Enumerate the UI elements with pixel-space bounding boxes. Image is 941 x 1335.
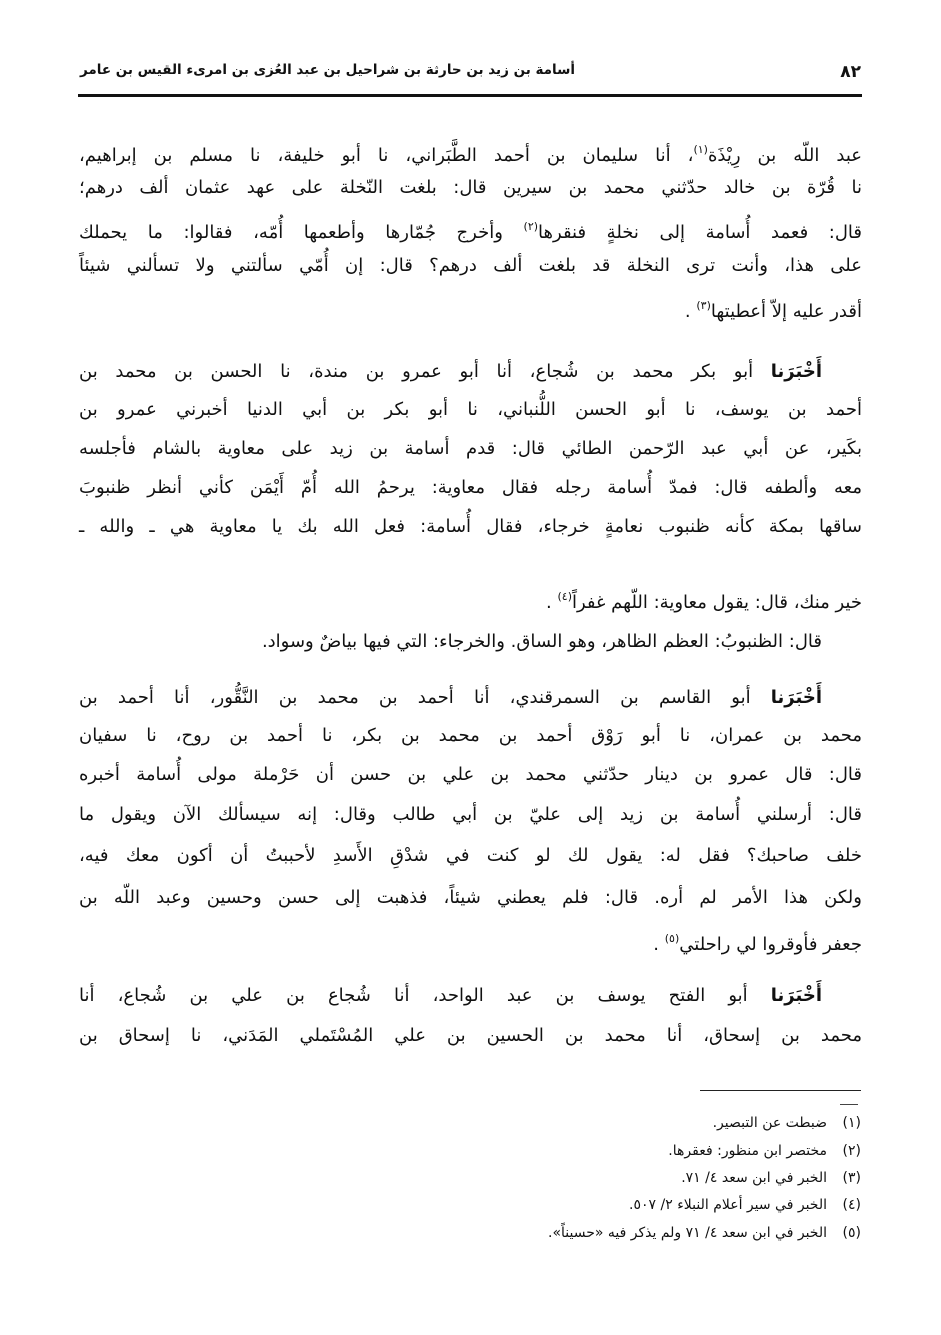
text: .: [684, 301, 697, 322]
text-line: [79, 761, 862, 789]
footnote-ref[interactable]: (٣): [696, 299, 711, 312]
text-line: [79, 801, 862, 829]
text: ، أنا سليمان بن أحمد الطَّبَراني، نا أبو خليفة، نا مسلم بن إبراهيم،: [79, 145, 694, 166]
text: محمد بن إسحاق، أنا محمد بن الحسين بن علي المُسْتَملي المَدَني، نا إسحاق بن: [79, 1025, 862, 1046]
text-line: [79, 136, 862, 164]
running-title: أسامة بن زيد بن حارثة بن شراحيل بن عبد العُزى بن امرىء القيس بن عامر: [80, 62, 576, 78]
text: أبو القاسم بن السمرقندي، أنا أحمد بن محمد بن النَّقُّور، أنا أحمد بن: [79, 687, 771, 708]
text-line: [79, 583, 862, 611]
text: خير منك، قال: يقول معاوية: اللّهم غفراً: [572, 592, 862, 613]
text: أبو بكر محمد بن شُجاع، أنا أبو عمرو بن مندة، نا الحسن بن محمد بن: [79, 361, 771, 382]
text-line: [79, 174, 862, 202]
footnote: [341, 1140, 861, 1162]
text: .: [546, 592, 558, 613]
text-line: [79, 684, 822, 712]
text: أبو الفتح يوسف بن عبد الواحد، أنا شُجاع بن علي بن شُجاع، أنا: [79, 985, 771, 1006]
text-line: [79, 1022, 862, 1050]
text: ساقها بمكة كأنه ظنبوب نعامةٍ خرجاء، فقال أُسامة: فعل الله بك يا معاوية هي ـ والله ـ: [79, 516, 862, 537]
footnote-ref[interactable]: (٥): [664, 932, 680, 945]
footnote: [341, 1112, 861, 1134]
text-line: [79, 213, 862, 241]
footnote-text: الخبر في ابن سعد ٤/ ٧١.: [681, 1170, 827, 1186]
akhbarana-keyword: أَخْبَرَنا: [770, 361, 822, 382]
footnote-text: مختصر ابن منظور: فعقرها.: [668, 1143, 827, 1159]
footnote-number: (٢): [842, 1143, 861, 1159]
page-number: ٨٢: [840, 62, 861, 82]
footnote-ref[interactable]: (٤): [557, 590, 572, 603]
text: قال: الظنبوبُ: العظم الظاهر، وهو الساق. والخرجاء: التي فيها بياضٌ وسواد.: [261, 631, 822, 652]
footnote-number: (٣): [842, 1170, 861, 1186]
text-line: [79, 292, 862, 320]
text: نا قُرّة بن خالد حدّثني محمد بن سيرين قال: بلغت النّخلة على عهد عثمان ألف درهم؛: [79, 177, 862, 198]
text: عبد اللّه بن رِيْذَة: [707, 145, 862, 166]
text-line: [79, 474, 862, 502]
text-line: [79, 396, 862, 424]
text-line: [79, 982, 822, 1010]
text-line: [79, 925, 862, 953]
text: خلف صاحبك؟ فقل له: يقول لك لو كنت في شدْقِ الأَسدِ لأحببتُ أن أكون معك فيه،: [79, 845, 862, 866]
text: قال: أرسلني أُسامة بن زيد إلى عليّ بن أبي طالب وقال: إنه سيسألك الآن ويقول ما: [79, 804, 862, 825]
footnote-ref[interactable]: (١): [693, 143, 708, 156]
text-line: [79, 722, 862, 750]
akhbarana-keyword: أَخْبَرَنا: [770, 985, 822, 1006]
text: قال: فعمد أُسامة إلى نخلةٍ فنقرها: [538, 222, 862, 243]
footnote-number: (٥): [842, 1225, 861, 1241]
footnote-text: الخبر في ابن سعد ٤/ ٧١ ولم يذكر فيه «حسيناً».: [548, 1225, 827, 1241]
text: بكَير، عن أبي عبد الرّحمن الطائي قال: قدم أسامة بن زيد على معاوية بالشام فأجلسه: [79, 438, 862, 459]
footnote-number: (٤): [842, 1197, 861, 1213]
footnote: [341, 1167, 861, 1189]
text: قال: قال عمرو بن دينار حدّثني محمد بن علي بن حسن أن حَرْملة مولى أُسامة أخبره: [79, 764, 862, 785]
footnote-number: (١): [842, 1115, 861, 1131]
text-line: [79, 842, 862, 870]
text: أحمد بن يوسف، نا أبو الحسن اللُّنباني، نا أبو بكر بن أبي الدنيا أخبرني عمرو بن: [79, 399, 862, 420]
text: محمد بن عمران، نا أبو رَوْق أحمد بن محمد بن بكر، نا أحمد بن روح، نا سفيان: [79, 725, 862, 746]
footnote-text: الخبر في سير أعلام النبلاء ٢/ ٥٠٧.: [629, 1197, 827, 1213]
text: أقدر عليه إلاّ أعطيتها: [710, 301, 862, 322]
header-rule: [78, 94, 862, 97]
text: وأخرج جُمّارها وأطعمها أُمّه، فقالوا: ما يحملك: [79, 222, 524, 243]
text: ولكن هذا الأمر لم أره. قال: فلم يعطني شيئاً، فذهبت إلى حسن وحسين وعبد اللّه بن: [79, 887, 862, 908]
text: على هذا، وأنت ترى النخلة قد بلغت ألف درهم؟ قال: إن أُمّي سألتني ولا تسألني شيئاً: [79, 255, 862, 276]
text: جعفر فأوقروا لي راحلتي: [679, 934, 862, 955]
akhbarana-keyword: أَخْبَرَنا: [770, 687, 822, 708]
footnote-text: ضبطت عن التبصير.: [712, 1115, 827, 1131]
text-line: [79, 513, 862, 541]
footnote: [341, 1194, 861, 1216]
text-line: [79, 252, 862, 280]
footnote-ref[interactable]: (٢): [523, 220, 539, 233]
footnote: [341, 1222, 861, 1244]
text-line: [79, 884, 862, 912]
footnote-dash: [840, 1104, 858, 1105]
text: .: [653, 934, 665, 955]
text-line: [79, 628, 822, 656]
text: معه وألطفه قال: فمدّ أُسامة رجله فقال معاوية: يرحمُ الله أُمّ أَيْمَن كأني أنظر ظنبوبَ: [79, 477, 862, 498]
text-line: [79, 358, 822, 386]
text-line: [79, 435, 862, 463]
footnote-separator: [700, 1090, 861, 1091]
